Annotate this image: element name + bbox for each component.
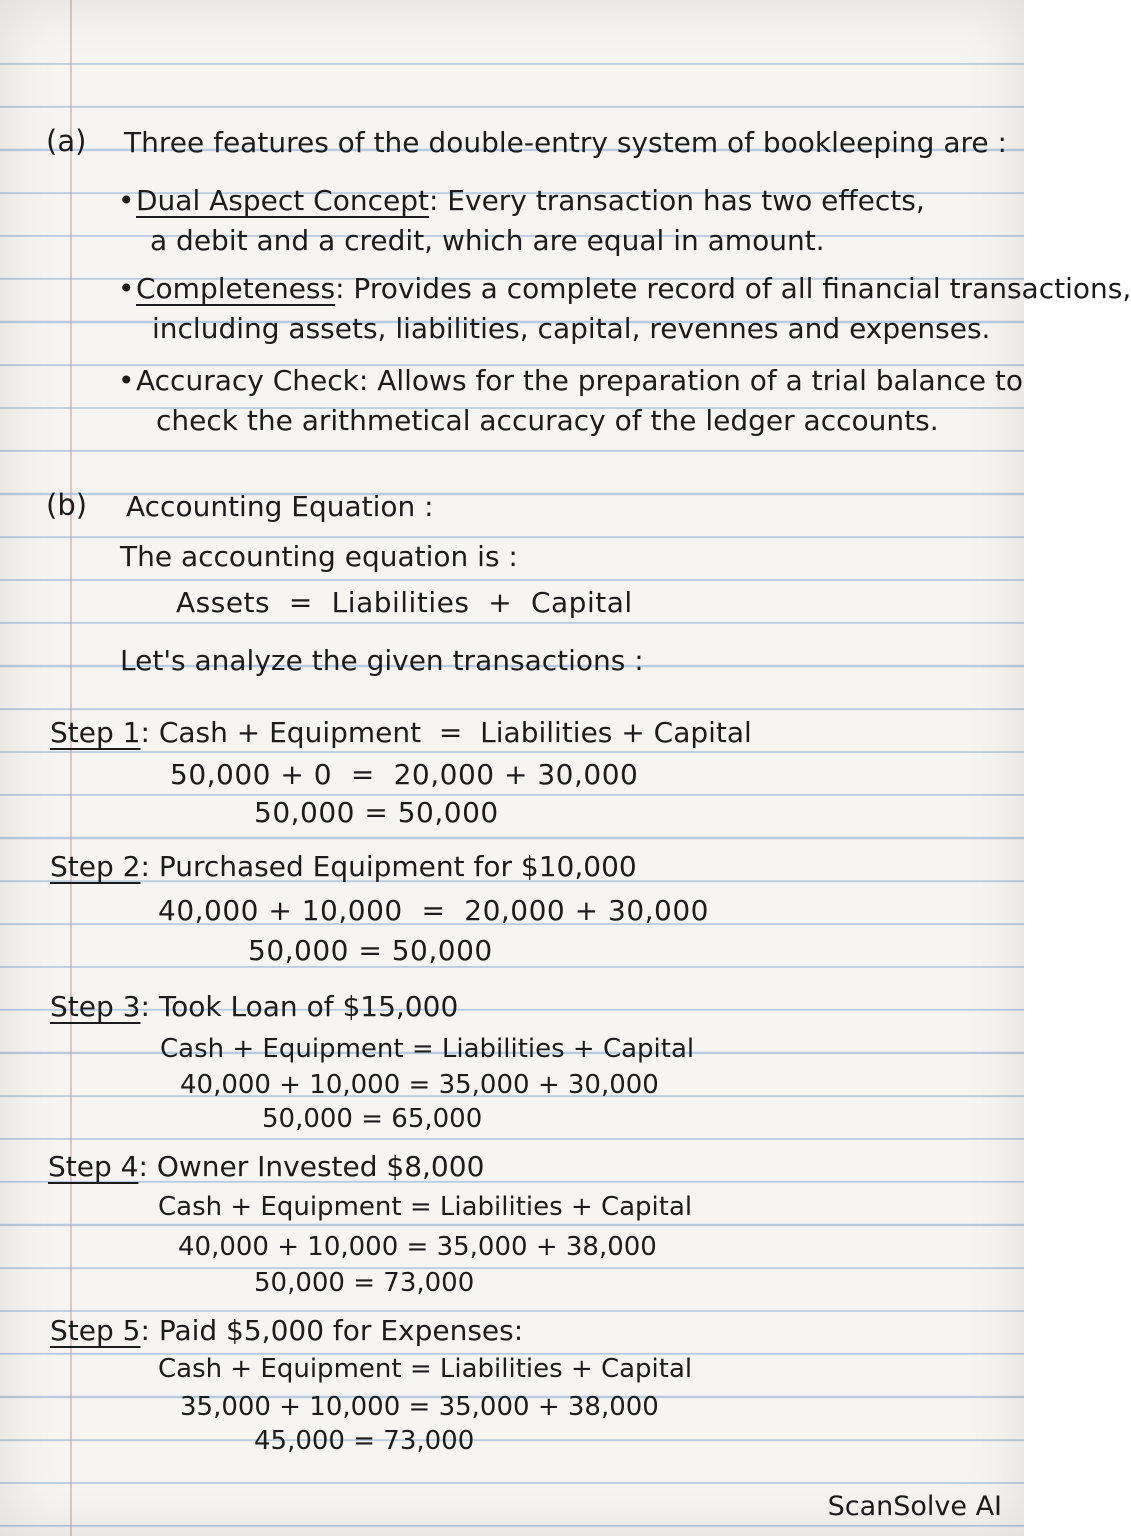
- step-5-line-2: 35,000 + 10,000 = 35,000 + 38,000: [180, 1392, 659, 1422]
- step-3-line-2: 40,000 + 10,000 = 35,000 + 30,000: [180, 1070, 659, 1100]
- step-title: Purchased Equipment for $10,000: [158, 850, 637, 883]
- feature-item-accuracy-check: [118, 364, 1023, 398]
- scansolve-watermark: ScanSolve AI: [827, 1491, 1002, 1522]
- bullet-icon: •: [118, 272, 135, 305]
- step-4-line-2: 40,000 + 10,000 = 35,000 + 38,000: [178, 1232, 657, 1262]
- step-title: Took Loan of $15,000: [158, 990, 459, 1023]
- step-5-line-3: 45,000 = 73,000: [254, 1426, 475, 1456]
- feature-item-completeness: [118, 272, 1131, 306]
- step-2-line-1: 40,000 + 10,000 = 20,000 + 30,000: [158, 894, 709, 927]
- step-2-line-2: 50,000 = 50,000: [248, 934, 493, 967]
- step-label: Step 2: [50, 850, 141, 883]
- step-1-line-2: 50,000 = 50,000: [254, 796, 499, 829]
- step-4-line-1: Cash + Equipment = Liabilities + Capital: [158, 1192, 693, 1222]
- step-label: Step 5: [50, 1314, 141, 1347]
- step-1-header: Step 1: Cash + Equipment = Liabilities + Capital: [50, 716, 752, 749]
- step-label: Step 3: [50, 990, 141, 1023]
- part-a-label: (a): [46, 124, 87, 158]
- step-4-header: Step 4: Owner Invested $8,000: [48, 1150, 485, 1183]
- feature-text: : Every transaction has two effects,: [428, 184, 925, 217]
- feature-text: : Provides a complete record of all financial transactions,: [335, 272, 1131, 305]
- step-label: Step 4: [48, 1150, 139, 1183]
- feature-term: Completeness: [136, 272, 336, 305]
- feature-term: Accuracy Check: [136, 364, 359, 397]
- feature-text-continued: a debit and a credit, which are equal in amount.: [150, 224, 825, 257]
- feature-text-continued: including assets, liabilities, capital, revennes and expenses.: [152, 312, 991, 345]
- step-5-line-1: Cash + Equipment = Liabilities + Capital: [158, 1354, 693, 1384]
- bullet-icon: •: [118, 364, 135, 397]
- step-label: Step 1: [50, 716, 141, 749]
- feature-text: : Allows for the preparation of a trial balance to: [358, 364, 1024, 397]
- step-3-line-1: Cash + Equipment = Liabilities + Capital: [160, 1034, 695, 1064]
- step-4-line-3: 50,000 = 73,000: [254, 1268, 475, 1298]
- bullet-icon: •: [118, 184, 135, 217]
- step-3-header: Step 3: Took Loan of $15,000: [50, 990, 459, 1023]
- step-2-header: Step 2: Purchased Equipment for $10,000: [50, 850, 637, 883]
- part-b-label: (b): [46, 488, 88, 522]
- accounting-equation: Assets = Liabilities + Capital: [176, 586, 633, 619]
- part-b-heading: Accounting Equation :: [126, 490, 434, 523]
- step-title: Owner Invested $8,000: [156, 1150, 485, 1183]
- part-a-heading: Three features of the double-entry system of bookleeping are :: [124, 126, 1007, 159]
- analyze-intro: Let's analyze the given transactions :: [120, 644, 644, 677]
- step-1-line-1: 50,000 + 0 = 20,000 + 30,000: [170, 758, 639, 791]
- feature-term: Dual Aspect Concept: [136, 184, 429, 217]
- equation-intro: The accounting equation is :: [120, 540, 518, 573]
- step-title: Cash + Equipment = Liabilities + Capital: [158, 716, 752, 749]
- step-3-line-3: 50,000 = 65,000: [262, 1104, 483, 1134]
- step-title: Paid $5,000 for Expenses:: [158, 1314, 524, 1347]
- step-5-header: Step 5: Paid $5,000 for Expenses:: [50, 1314, 524, 1347]
- feature-item-dual-aspect: [118, 184, 925, 218]
- feature-text-continued: check the arithmetical accuracy of the ledger accounts.: [156, 404, 939, 437]
